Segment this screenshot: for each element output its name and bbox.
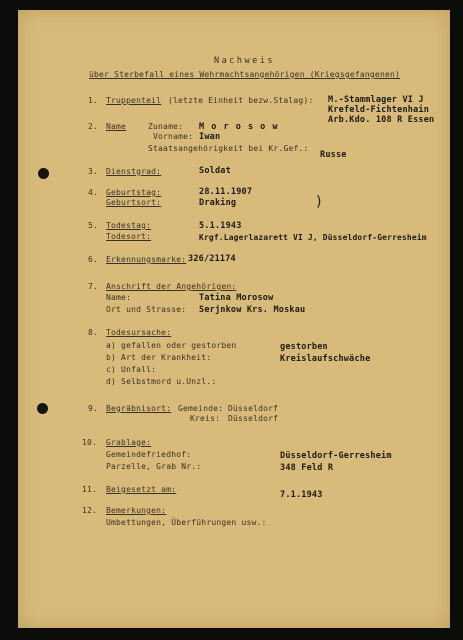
item-8-number: 8. (88, 328, 99, 337)
item-3-label: Dienstgrad: (106, 167, 162, 176)
item-2-number: 2. (88, 122, 99, 131)
item-7-label: Anschrift der Angehörigen: (106, 282, 237, 291)
grave-label: Parzelle, Grab Nr.: (106, 462, 202, 471)
death-date-label: Todestag: (106, 221, 152, 230)
item-1-note: (letzte Einheit bezw.Stalag): (168, 96, 314, 105)
cause-a-label: a) gefallen oder gestorben (106, 341, 237, 350)
item-8-label: Todesursache: (106, 328, 172, 337)
nationality-label: Staatsangehörigkeit bei Kr.Gef.: (148, 144, 309, 153)
cause-b-value: Kreislaufschwäche (280, 354, 371, 364)
death-date-value: 5.1.1943 (199, 221, 242, 231)
item-6-number: 6. (88, 255, 99, 264)
item-1-number: 1. (88, 96, 99, 105)
item-11-label: Beigesetzt am: (106, 485, 177, 494)
birthplace-value: Draking (199, 198, 237, 208)
item-1-value-1: M.-Stammlager VI J (328, 95, 424, 105)
item-10-label: Grablage: (106, 438, 152, 447)
punch-hole-bottom (37, 403, 48, 414)
burial-municipality-value: Düsseldorf (228, 404, 279, 413)
birthplace-label: Geburtsort: (106, 198, 162, 207)
burial-date-value: 7.1.1943 (280, 490, 323, 500)
nationality-value: Russe (320, 150, 347, 160)
death-place-value: Krgf.Lagerlazarett VI J, Düsseldorf-Gerresheim (199, 233, 427, 242)
item-6-label: Erkennungsmarke: (106, 255, 187, 264)
first-name-label: Vorname: (153, 132, 194, 141)
document-subtitle: über Sterbefall eines Wehrmachtsangehörigen (Kriegsgefangenen) (89, 70, 401, 79)
cemetery-label: Gemeindefriedhof: (106, 450, 192, 459)
cause-b-label: b) Art der Krankheit: (106, 353, 212, 362)
document-page (18, 10, 450, 628)
handwritten-bracket: ) (316, 194, 322, 210)
relative-name-label: Name: (106, 293, 132, 302)
surname-value: M o r o s o w (199, 122, 279, 132)
surname-label: Zuname: (148, 122, 184, 131)
birthdate-label: Geburtstag: (106, 188, 162, 197)
item-5-number: 5. (88, 221, 99, 230)
relative-place-label: Ort und Strasse: (106, 305, 187, 314)
item-12-label: Bemerkungen: (106, 506, 167, 515)
item-9-label: Begräbnisort: (106, 404, 172, 413)
relative-name-value: Tatina Morosow (199, 293, 274, 303)
item-10-number: 10. (82, 438, 98, 447)
item-3-number: 3. (88, 167, 99, 176)
item-12-number: 12. (82, 506, 98, 515)
burial-municipality-label: Gemeinde: (178, 404, 224, 413)
item-1-value-3: Arb.Kdo. 108 R Essen (328, 115, 435, 125)
item-1-label: Truppenteil (106, 96, 162, 105)
cause-c-label: c) Unfall: (106, 365, 157, 374)
item-2-label: Name (106, 122, 127, 131)
cemetery-value: Düsseldorf-Gerresheim (280, 451, 392, 461)
death-place-label: Todesort: (106, 232, 152, 241)
rank-value: Soldat (199, 166, 231, 176)
cause-a-value: gestorben (280, 342, 328, 352)
first-name-value: Iwan (199, 132, 221, 142)
item-12-note: Umbettungen, Überführungen usw.: (106, 518, 267, 527)
relative-place-value: Serjnkow Krs. Moskau (199, 305, 306, 315)
burial-district-value: Düsseldorf (228, 414, 279, 423)
grave-value: 348 Feld R (280, 463, 334, 473)
document-title: Nachweis (214, 56, 275, 66)
item-11-number: 11. (82, 485, 98, 494)
burial-district-label: Kreis: (190, 414, 221, 423)
item-1-value-2: Krefeld-Fichtenhain (328, 105, 430, 115)
birthdate-value: 28.11.1907 (199, 187, 253, 197)
cause-d-label: d) Selbstmord u.Unzl.: (106, 377, 217, 386)
id-tag-value: 326/21174 (188, 254, 236, 264)
item-7-number: 7. (88, 282, 99, 291)
punch-hole-top (38, 168, 49, 179)
item-9-number: 9. (88, 404, 99, 413)
item-4-number: 4. (88, 188, 99, 197)
